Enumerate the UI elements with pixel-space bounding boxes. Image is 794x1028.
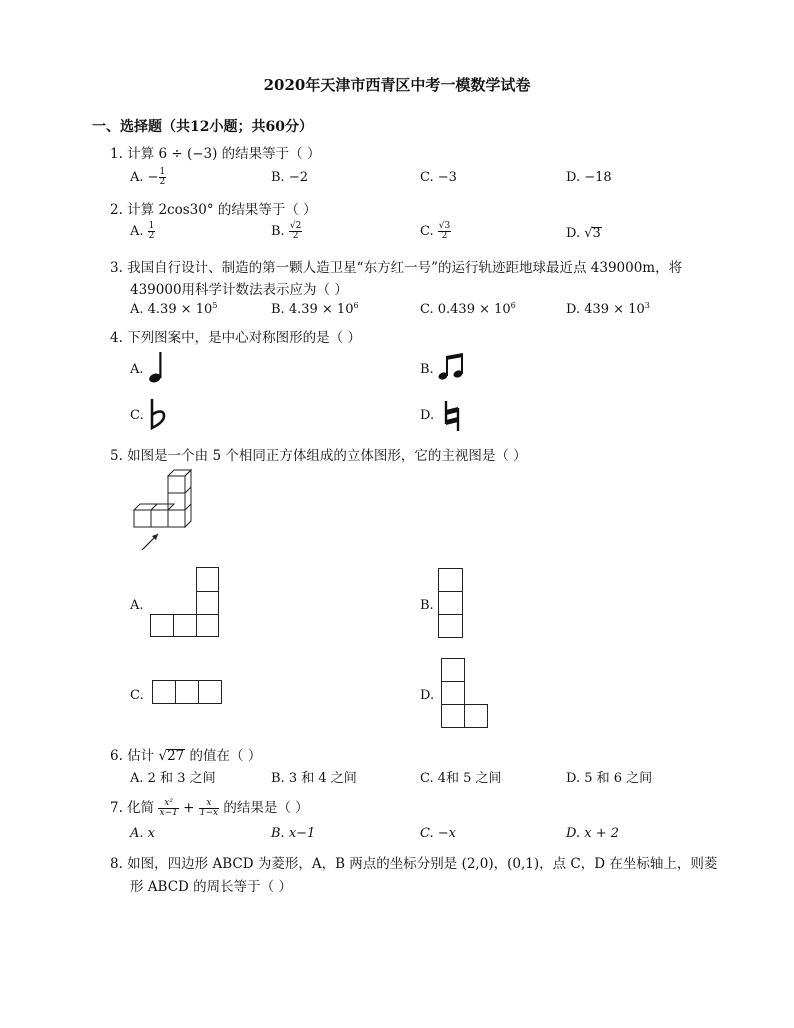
- option-b-front-view: [438, 568, 464, 640]
- question-6-option-c: C. 4和 5 之间: [420, 771, 502, 786]
- fraction: [289, 222, 302, 241]
- option-text: B. 4.39 × 10: [271, 302, 354, 317]
- question-6-option-a: A. 2 和 3 之间: [130, 771, 216, 786]
- question-4-stem: 4. 下列图案中，是中心对称图形的是（ ）: [110, 330, 361, 346]
- numerator: x²: [158, 799, 178, 809]
- question-7-stem: [110, 796, 309, 818]
- question-1-stem: 1. 计算 6 ÷ (−3) 的结果等于（ ）: [110, 146, 321, 162]
- question-2-option-a: [130, 222, 155, 241]
- question-3-option-b: [271, 301, 359, 317]
- plus-sign: +: [178, 800, 199, 816]
- numerator: x: [199, 799, 219, 809]
- question-4-option-a: A.: [130, 362, 144, 377]
- question-2-option-c: [420, 222, 451, 241]
- fraction: [199, 799, 219, 818]
- option-a-front-view: [150, 566, 220, 638]
- flat-sign-icon: [148, 398, 168, 430]
- denominator: 1−x: [199, 808, 219, 818]
- radicand: 3: [592, 226, 601, 241]
- question-7-option-c: C. −x: [420, 826, 456, 841]
- numerator: 1: [148, 221, 155, 231]
- numerator: √3: [438, 221, 451, 231]
- option-text: C. 0.439 × 10: [420, 302, 511, 317]
- denominator: 2: [159, 177, 166, 187]
- exponent: 6: [353, 301, 359, 310]
- stem-prefix: 6. 估计 √: [110, 748, 168, 764]
- quarter-note-icon: [148, 350, 168, 384]
- question-5-option-b: B.: [420, 598, 434, 613]
- question-6-stem: [110, 744, 261, 764]
- question-6-option-d: D. 5 和 6 之间: [566, 771, 653, 786]
- question-2-option-b: [271, 222, 302, 241]
- stem-prefix: 7. 化简: [110, 800, 159, 816]
- question-7-option-b: B. x−1: [271, 826, 316, 841]
- question-3-option-d: [566, 301, 650, 317]
- option-c-label: C.: [420, 224, 438, 239]
- page-title: 2020年天津市西青区中考一模数学试卷: [263, 76, 531, 94]
- fraction: [158, 799, 178, 818]
- question-1-option-d: D. −18: [566, 170, 612, 185]
- numerator: 1: [159, 167, 166, 177]
- question-7-option-a: A. x: [130, 826, 155, 841]
- question-2-stem: 2. 计算 2cos30° 的结果等于（ ）: [110, 202, 317, 218]
- question-8-stem-line-2: 形 ABCD 的周长等于（ ）: [130, 879, 292, 895]
- denominator: 2: [148, 231, 155, 241]
- exponent: 3: [644, 301, 650, 310]
- exponent: 5: [212, 301, 218, 310]
- stem-suffix: 的值在（ ）: [185, 748, 262, 764]
- denominator: 2: [292, 231, 299, 241]
- question-8-stem-line-1: 8. 如图，四边形 ABCD 为菱形，A，B 两点的坐标分别是 (2,0)，(0,1)，点 C，D 在坐标轴上，则菱: [110, 856, 718, 872]
- option-a-label: A. −: [130, 170, 159, 185]
- option-a-label: A.: [130, 224, 148, 239]
- fraction: [438, 222, 451, 241]
- natural-sign-icon: [442, 400, 462, 432]
- option-d-label: D. √: [566, 226, 593, 241]
- exponent: 6: [510, 301, 516, 310]
- question-5-option-d: D.: [420, 688, 435, 703]
- option-b-label: B.: [271, 224, 289, 239]
- question-6-option-b: B. 3 和 4 之间: [271, 771, 357, 786]
- denominator: 2: [441, 231, 448, 241]
- question-3-stem-line-2: 439000用科学计数法表示应为（ ）: [130, 282, 348, 298]
- fraction: [148, 222, 156, 241]
- question-3-option-a: [130, 301, 217, 317]
- question-4-option-c: C.: [130, 408, 144, 423]
- option-text: A. 4.39 × 10: [130, 302, 213, 317]
- question-5-option-c: C.: [130, 688, 144, 703]
- question-2-option-d: [566, 226, 602, 241]
- question-7-option-d: D. x + 2: [566, 826, 619, 841]
- cube-stack-diagram: [130, 466, 200, 552]
- question-1-option-b: B. −2: [271, 170, 308, 185]
- question-5-stem: 5. 如图是一个由 5 个相同正方体组成的立体图形，它的主视图是（ ）: [110, 448, 527, 464]
- fraction: [159, 168, 167, 187]
- section-heading: 一、选择题（共12小题；共60分）: [92, 119, 313, 135]
- option-c-front-view: [152, 680, 224, 706]
- stem-suffix: 的结果是（ ）: [219, 800, 309, 816]
- question-4-option-d: D.: [420, 408, 435, 423]
- beamed-eighth-notes-icon: [438, 352, 466, 382]
- question-1-option-c: C. −3: [420, 170, 457, 185]
- denominator: x−1: [159, 808, 178, 818]
- numerator: √2: [289, 221, 302, 231]
- question-1-option-a: [130, 168, 166, 187]
- question-3-stem-line-1: 3. 我国自行设计、制造的第一颗人造卫星“东方红一号”的运行轨迹距地球最近点 439000m，将: [110, 260, 683, 276]
- radicand: 27: [167, 748, 185, 764]
- question-3-option-c: [420, 301, 516, 317]
- option-text: D. 439 × 10: [566, 302, 645, 317]
- question-4-option-b: B.: [420, 362, 434, 377]
- question-5-option-a: A.: [130, 598, 144, 613]
- option-d-front-view: [441, 658, 491, 730]
